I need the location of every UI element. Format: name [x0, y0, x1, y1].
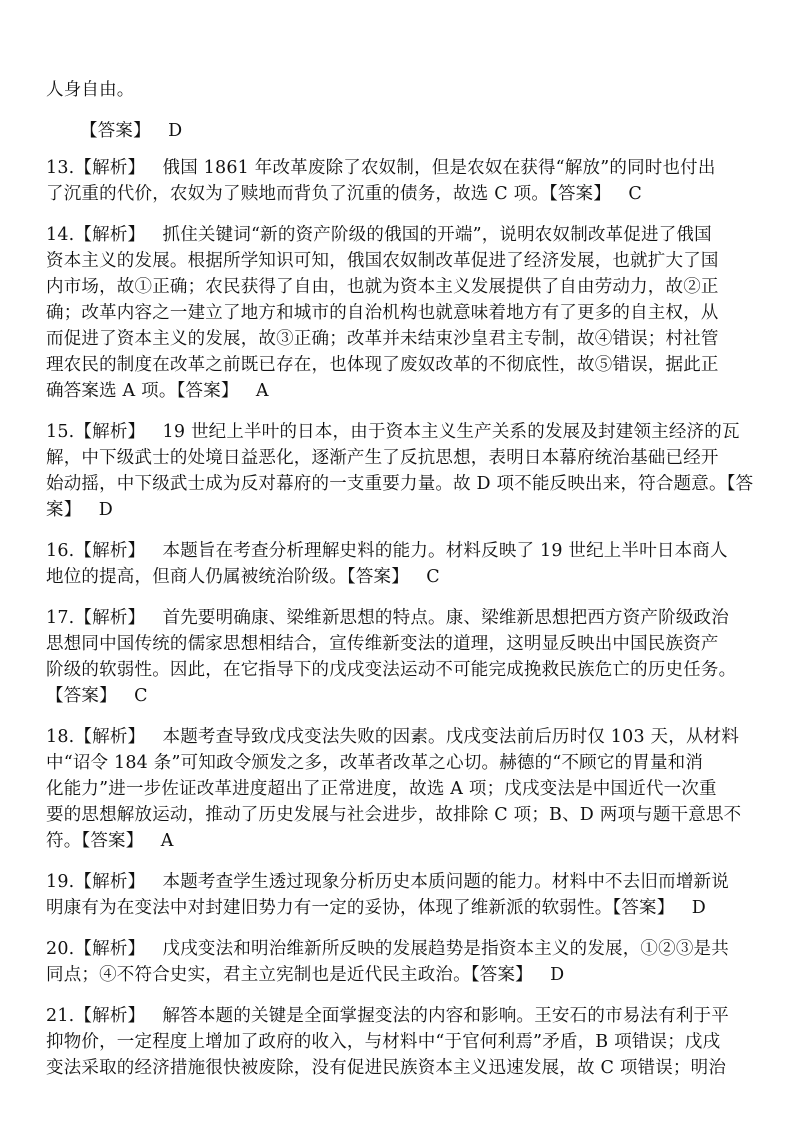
question-19-line: 19.【解析】 本题考查学生透过现象分析历史本质问题的能力。材料中不去旧而增新说	[46, 872, 729, 892]
question-15-line: 15.【解析】 19 世纪上半叶的日本，由于资本主义生产关系的发展及封建领主经济的瓦	[46, 422, 740, 442]
question-16-line: 地位的提高，但商人仍属被统治阶级。【答案】 C	[46, 567, 440, 587]
question-20-line: 20.【解析】 戊戌变法和明治维新所反映的发展趋势是指资本主义的发展，①②③是共	[46, 939, 729, 959]
question-21-line: 21.【解析】 解答本题的关键是全面掌握变法的内容和影响。王安石的市易法有利于平	[46, 1006, 729, 1026]
question-14-line: 内市场，故①正确；农民获得了自由，也就为资本主义发展提供了自由劳动力，故②正	[46, 277, 719, 297]
question-17-line: 思想同中国传统的儒家思想相结合，宣传维新变法的道理，这明显反映出中国民族资产	[46, 634, 719, 654]
question-14-line: 而促进了资本主义的发展，故③正确；改革并未结束沙皇君主专制，故④错误；村社管	[46, 329, 719, 349]
question-21-line: 抑物价，一定程度上增加了政府的收入，与材料中“于官何利焉”矛盾，B 项错误；戊戌	[46, 1032, 721, 1052]
question-16-line: 16.【解析】 本题旨在考查分析理解史料的能力。材料反映了 19 世纪上半叶日本商人	[46, 541, 728, 561]
question-15-line: 始动摇，中下级武士成为反对幕府的一支重要力量。故 D 项不能反映出来，符合题意。【答	[46, 474, 754, 494]
question-17-line: 17.【解析】 首先要明确康、梁维新思想的特点。康、梁维新思想把西方资产阶级政治	[46, 608, 729, 628]
question-14-line: 14.【解析】 抓住关键词“新的资产阶级的俄国的开端”，说明农奴制改革促进了俄国	[46, 225, 712, 245]
question-17-line: 阶级的软弱性。因此，在它指导下的戊戌变法运动不可能完成挽救民族危亡的历史任务。	[46, 660, 737, 680]
answer-line: 【答案】 D	[80, 121, 183, 141]
question-18-line: 18.【解析】 本题考查导致戊戌变法失败的因素。戊戌变法前后历时仅 103 天，从材料	[46, 727, 740, 747]
question-14-line: 资本主义的发展。根据所学知识可知，俄国农奴制改革促进了经济发展，也就扩大了国	[46, 251, 719, 271]
question-15-line: 解，中下级武士的处境日益恶化，逐渐产生了反抗思想，表明日本幕府统治基础已经开	[46, 448, 719, 468]
question-20-line: 同点；④不符合史实，君主立宪制也是近代民主政治。【答案】 D	[46, 965, 565, 985]
question-14-line: 确；改革内容之一建立了地方和城市的自治机构也就意味着地方有了更多的自主权，从	[46, 303, 719, 323]
question-18-line: 中“诏令 184 条”可知政令颁发之多，改革者改革之心切。赫德的“不顾它的胃量和消	[46, 753, 704, 773]
question-14-line: 确答案选 A 项。【答案】 A	[46, 381, 269, 401]
question-17-line: 【答案】 C	[46, 686, 148, 706]
text-line: 人身自由。	[46, 80, 135, 100]
question-19-line: 明康有为在变法中对封建旧势力有一定的妥协，体现了维新派的软弱性。【答案】 D	[46, 898, 706, 918]
question-13-line: 13.【解析】 俄国 1861 年改革废除了农奴制，但是农奴在获得“解放”的同时也付出	[46, 158, 716, 178]
question-21-line: 变法采取的经济措施很快被废除，没有促进民族资本主义迅速发展，故 C 项错误；明治	[46, 1058, 727, 1078]
question-18-line: 要的思想解放运动，推动了历史发展与社会进步，故排除 C 项；B、D 两项与题干意思不	[46, 805, 742, 825]
question-18-line: 化能力”进一步佐证改革进度超出了正常进度，故选 A 项；戊戌变法是中国近代一次重	[46, 779, 717, 799]
question-14-line: 理农民的制度在改革之前既已存在，也体现了废奴改革的不彻底性，故⑤错误，据此正	[46, 355, 719, 375]
question-15-line: 案】 D	[46, 500, 113, 520]
question-18-line: 符。【答案】 A	[46, 831, 174, 851]
question-13-line: 了沉重的代价，农奴为了赎地而背负了沉重的债务，故选 C 项。【答案】 C	[46, 184, 642, 204]
